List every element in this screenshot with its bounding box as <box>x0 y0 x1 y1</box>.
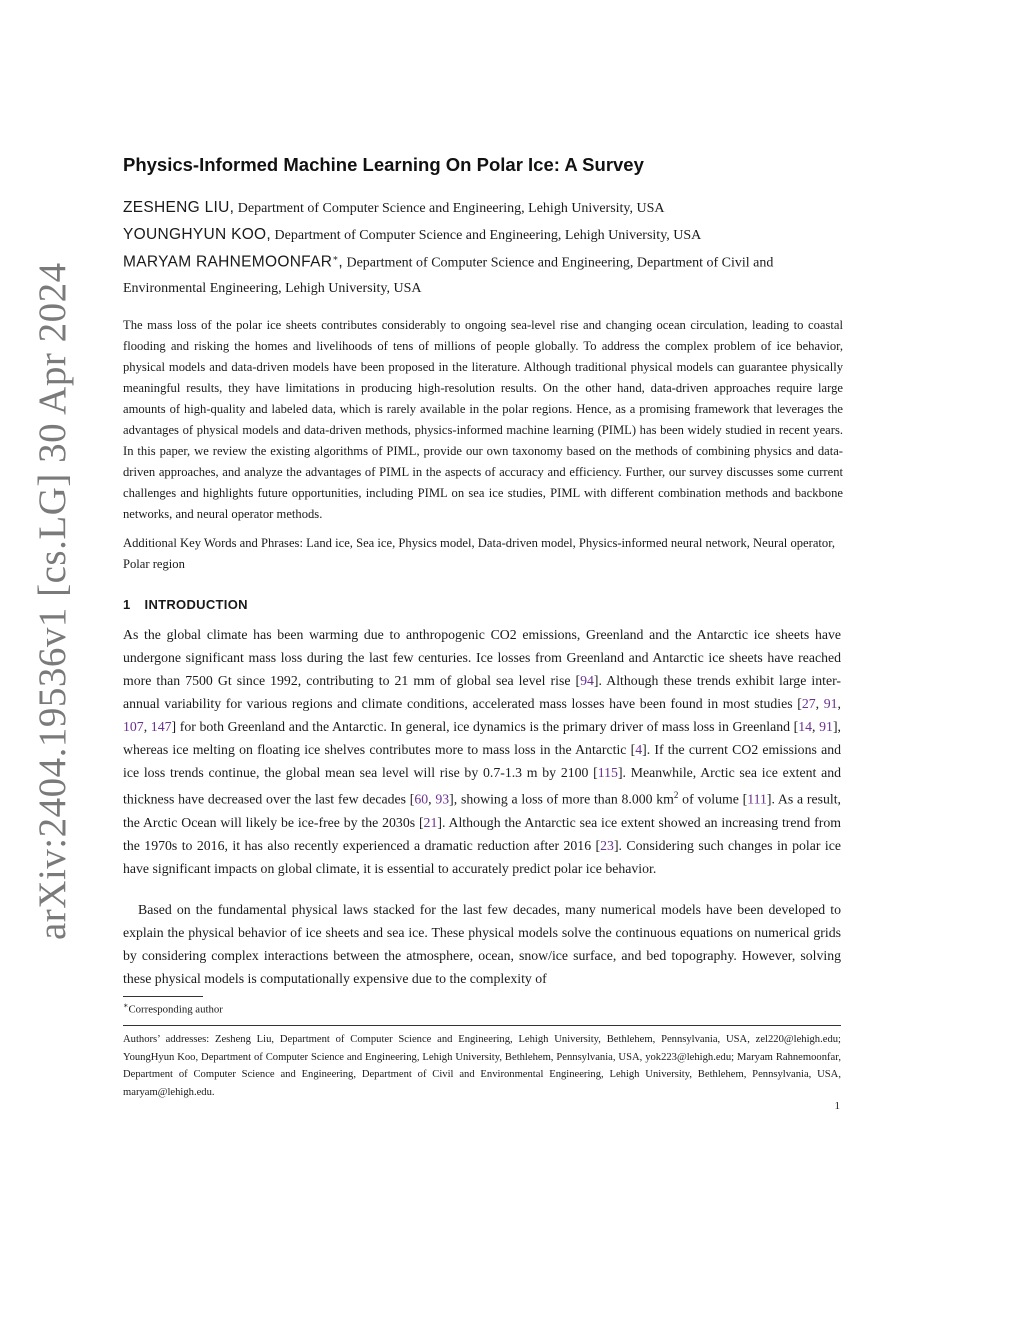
superscript-2: 2 <box>673 790 679 800</box>
citation-link[interactable]: 21 <box>423 814 438 830</box>
author-line-1 <box>123 199 843 217</box>
citation-link[interactable]: 60 <box>414 791 429 807</box>
citation-link[interactable]: 111 <box>747 791 767 807</box>
arxiv-identifier-stamp: arXiv:2404.19536v1 [cs.LG] 30 Apr 2024 <box>31 262 74 940</box>
citation-link[interactable]: 93 <box>435 791 450 807</box>
text-run: ]. If the current CO2 emissions and ice loss trends continue, the global mean sea level will rise by 0.7-1.3 m by 2100 [ <box>123 742 841 780</box>
text-run: ]. Although the Antarctic sea ice extent showed an increasing trend from the 1970s to 2016, it has also recently experienced a dramatic reduction after 2016 [ <box>123 814 841 853</box>
citation-link[interactable]: 115 <box>597 765 618 780</box>
footnote <box>123 1001 223 1016</box>
text-run: ] for both Greenland and the Antarctic. In general, ice dynamics is the primary driver of mass loss in Greenland [ <box>171 719 799 734</box>
author-affiliation-continued: Environmental Engineering, Lehigh University, USA <box>123 281 422 296</box>
author-name: MARYAM RAHNEMOONFAR <box>123 253 333 271</box>
citation-link[interactable]: 147 <box>150 719 172 734</box>
text-run: ]. Meanwhile, Arctic sea ice extent and thickness have decreased over the last few decades [ <box>123 765 841 807</box>
author-line-2 <box>123 226 843 244</box>
footnote-divider <box>123 996 203 997</box>
author-affiliation: Department of Computer Science and Engineering, Lehigh University, USA <box>271 228 702 243</box>
section-number: 1 <box>123 597 131 612</box>
text-run: , <box>815 696 824 711</box>
text-run: As the global climate has been warming due to anthropogenic CO2 emissions, Greenland and the Antarctic ice sheets have undergone significant mass loss during the last few centuries. Ice losses from Greenland and Antarctic ice sheets have reached more than 7500 Gt since 1992, contributing to 21 mm of global sea level rise [ <box>123 627 841 688</box>
author-name-comma: , <box>338 253 343 271</box>
text-run: ]. Considering such changes in polar ice have significant impacts on global climate, it is essential to accurately predict polar ice behavior. <box>123 837 841 876</box>
citation-link[interactable]: 23 <box>600 837 614 853</box>
text-run: , <box>837 696 841 711</box>
text-run: , <box>428 791 436 807</box>
citation-link[interactable]: 4 <box>635 742 643 757</box>
citation-link[interactable]: 91 <box>819 719 833 734</box>
author-line-3 <box>123 253 843 272</box>
text-run: of volume [ <box>678 791 748 807</box>
citation-link[interactable]: 27 <box>801 696 816 711</box>
citation-link[interactable]: 94 <box>580 673 594 688</box>
text-run: , <box>812 719 820 734</box>
text-run: ]. Although these trends exhibit large inter-annual variability for various regions and climate conditions, accelerated mass losses have been found in most studies [ <box>123 673 841 711</box>
footnote-mark: ∗ <box>123 1001 129 1010</box>
section-heading <box>123 597 248 612</box>
citation-link[interactable]: 14 <box>798 719 813 734</box>
text-run: ]. As a result, the Arctic Ocean will likely be ice-free by the 2030s [ <box>123 791 841 830</box>
author-name: YOUNGHYUN KOO, <box>123 226 272 243</box>
footnote-text: Corresponding author <box>128 1003 223 1016</box>
author-addresses: Authors’ addresses: Zesheng Liu, Department of Computer Science and Engineering, Lehigh University, Bethlehem, Pennsylvania, USA, zel220@lehigh.edu; YoungHyun Koo, Department of Computer Science and Engineering, Lehigh University, Bethlehem, Pennsylvania, USA, yok223@lehigh.edu; Maryam Rahnemoonfar, Department of Computer Science and Engineering, Department of Civil and Environmental Engineering, Lehigh University, Bethlehem, Pennsylvania, USA, maryam@lehigh.edu. <box>123 1034 841 1098</box>
citation-link[interactable]: 107 <box>123 719 144 734</box>
citation-link[interactable]: 91 <box>823 696 838 711</box>
corresponding-author-mark: ∗ <box>332 253 339 263</box>
intro-paragraph-2: Based on the fundamental physical laws stacked for the last few decades, many numerical models have been developed to explain the physical behavior of ice sheets and sea ice. These physical models solve the continuous equations on numerical grids by considering complex interactions between the atmosphere, ocean, snow/ice surface, and bed topography. However, solving these physical models is computationally expensive due to the complexity of <box>123 902 841 986</box>
author-affiliation: Department of Computer Science and Engineering, Lehigh University, USA <box>234 201 665 216</box>
author-name: ZESHENG LIU, <box>123 199 235 216</box>
author-affiliation: Department of Computer Science and Engineering, Department of Civil and <box>342 255 774 271</box>
address-divider <box>123 1025 841 1026</box>
text-run: ], showing a loss of more than 8.000 km <box>449 791 674 807</box>
abstract: The mass loss of the polar ice sheets contributes considerably to ongoing sea-level rise and changing ocean circulation, leading to coastal flooding and risking the homes and livelihoods of tens of millions of people globally. To address the complex problem of ice behavior, physical models and data-driven models have been proposed in the literature. Although traditional physical models can guarantee physically meaningful results, they have limitations in producing high-resolution results. On the other hand, data-driven approaches require large amounts of high-quality and labeled data, which is rarely available in the polar regions. Hence, as a promising framework that leverages the advantages of physical models and data-driven methods, physics-informed machine learning (PIML) has been widely studied in recent years. In this paper, we review the existing algorithms of PIML, provide our own taxonomy based on the methods of combining physics and data-driven approaches, and analyze the advantages of PIML in the aspects of accuracy and efficiency. Further, our survey discusses some current challenges and highlights future opportunities, including PIML on sea ice studies, PIML with different combination methods and backbone networks, and neural operator methods. <box>123 318 843 521</box>
text-run: , <box>143 719 151 734</box>
paper-title: Physics-Informed Machine Learning On Polar Ice: A Survey <box>123 154 644 175</box>
intro-paragraph-1 <box>123 623 841 880</box>
keywords: Additional Key Words and Phrases: Land ice, Sea ice, Physics model, Data-driven model, Physics-informed neural network, Neural operator, Polar region <box>123 536 836 571</box>
page-number: 1 <box>834 1100 840 1112</box>
text-run: ], whereas ice melting on floating ice shelves contributes more to mass loss in the Antarctic [ <box>123 719 841 757</box>
section-title: INTRODUCTION <box>144 597 248 612</box>
